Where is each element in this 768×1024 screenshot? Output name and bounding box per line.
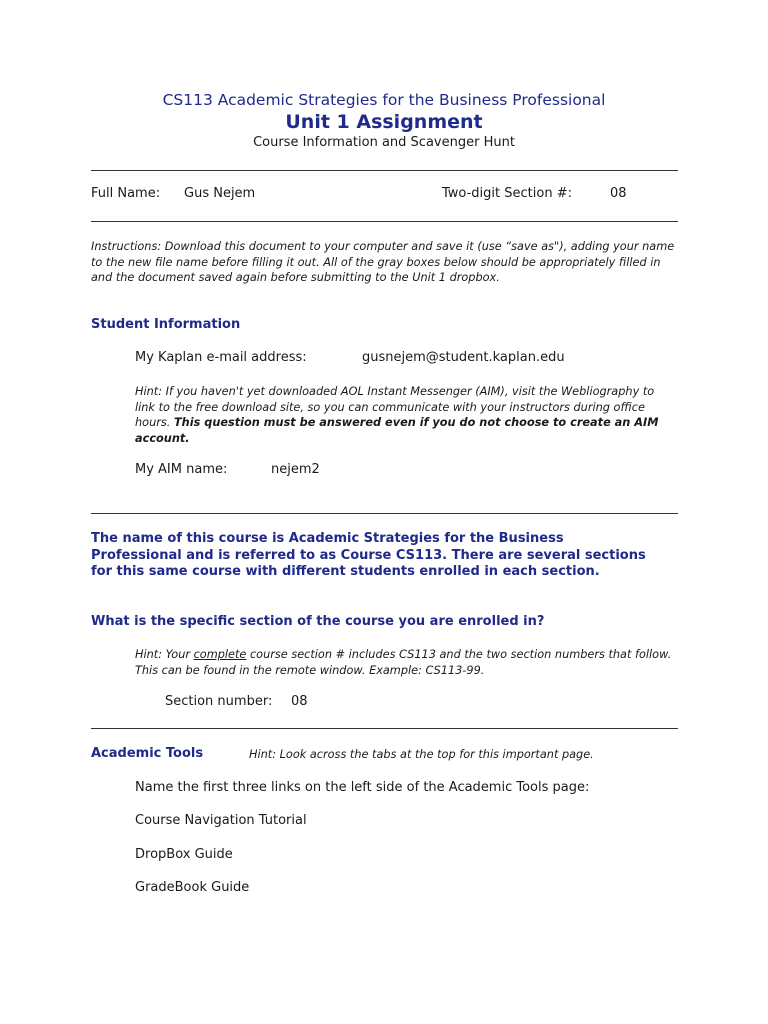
divider xyxy=(91,513,678,514)
unit-title: Unit 1 Assignment xyxy=(285,111,483,133)
section-hint-start: Hint: Your xyxy=(135,648,194,661)
student-information-heading: Student Information xyxy=(91,317,241,332)
aim-hint-emphasis: This question must be answered even if you do not choose to create an AIM account. xyxy=(135,416,659,445)
aim-name-label: My AIM name: xyxy=(135,462,228,477)
aim-name-field[interactable]: nejem2 xyxy=(271,462,320,477)
divider xyxy=(91,170,678,171)
divider xyxy=(91,728,678,729)
academic-tools-hint: Hint: Look across the tabs at the top for this important page. xyxy=(249,748,594,761)
section-number-answer-field[interactable]: 08 xyxy=(291,694,308,709)
aim-hint-text: Hint: If you haven't yet downloaded AOL Instant Messenger (AIM), visit the Webliography to link to the free download site, so you can communicate with your instructors during office hours. xyxy=(135,385,655,429)
full-name-label: Full Name: xyxy=(91,186,161,201)
aim-hint xyxy=(135,384,665,446)
full-name-field[interactable]: Gus Nejem xyxy=(184,186,256,201)
email-label: My Kaplan e-mail address: xyxy=(135,350,307,365)
section-hint-end: course section # includes CS113 and the two section numbers that follow. This can be found in the remote window. Example: CS113-99. xyxy=(135,648,672,677)
section-question: What is the specific section of the course you are enrolled in? xyxy=(91,614,545,629)
divider xyxy=(91,221,678,222)
course-intro-text: The name of this course is Academic Strategies for the Business Professional and is referred to as Course CS113. There are several sections for this same course with different students enrolled in each section. xyxy=(91,531,646,579)
section-number-label: Two-digit Section #: xyxy=(442,186,572,201)
email-field[interactable]: gusnejem@student.kaplan.edu xyxy=(362,350,565,365)
section-hint xyxy=(135,647,675,678)
instructions-text: Instructions: Download this document to your computer and save it (use “save as"), adding your name to the new file name before filling it out. All of the gray boxes below should be appropriately filled in and the document saved again before submitting to the Unit 1 dropbox. xyxy=(91,240,675,284)
academic-tools-prompt: Name the first three links on the left side of the Academic Tools page: xyxy=(135,780,590,795)
section-number-field[interactable]: 08 xyxy=(610,186,627,201)
academic-tools-heading: Academic Tools xyxy=(91,746,204,761)
academic-tools-link-field[interactable]: GradeBook Guide xyxy=(135,880,250,895)
course-title: CS113 Academic Strategies for the Business Professional xyxy=(162,91,606,109)
section-number-answer-label: Section number: xyxy=(165,694,273,709)
academic-tools-link-field[interactable]: DropBox Guide xyxy=(135,847,233,862)
academic-tools-link-field[interactable]: Course Navigation Tutorial xyxy=(135,813,307,828)
document-subtitle: Course Information and Scavenger Hunt xyxy=(253,135,515,150)
section-hint-underlined: complete xyxy=(193,648,247,661)
